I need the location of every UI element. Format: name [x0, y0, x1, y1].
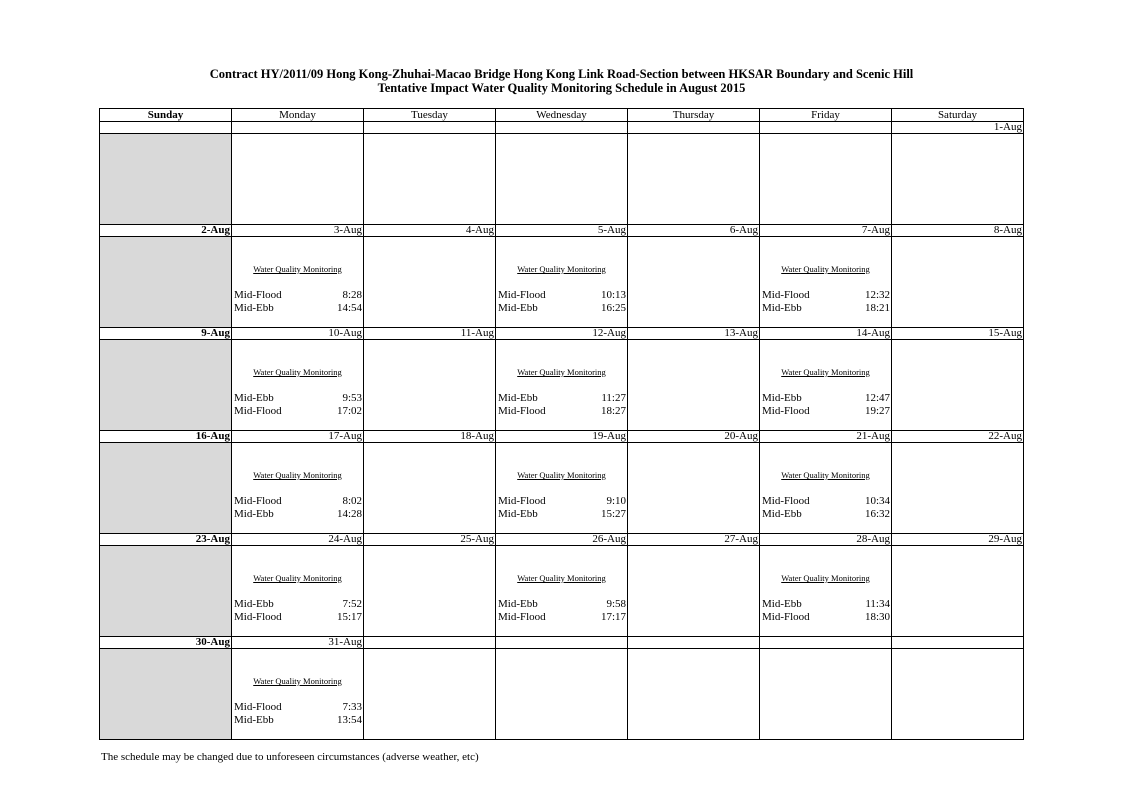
tide-time: 14:28 — [336, 508, 362, 520]
day-cells-row — [100, 443, 1024, 534]
tide-entry — [498, 508, 626, 521]
monitoring-label: Water Quality Monitoring — [517, 264, 606, 274]
tide-time: 16:32 — [864, 508, 890, 520]
tide-entry — [498, 405, 626, 418]
day-cell — [364, 340, 496, 431]
date-label — [496, 637, 628, 649]
tide-entry — [498, 611, 626, 624]
day-cell — [892, 340, 1024, 431]
tide-time: 16:25 — [600, 302, 626, 314]
tide-time: 17:02 — [336, 405, 362, 417]
date-label: 10-Aug — [232, 328, 364, 340]
tide-time: 9:58 — [606, 598, 626, 610]
date-label: 23-Aug — [100, 534, 232, 546]
day-cell — [892, 134, 1024, 225]
tide-entry — [762, 598, 890, 611]
tide-time: 12:32 — [864, 289, 890, 301]
tide-entry — [762, 495, 890, 508]
tide-label: Mid-Ebb — [498, 302, 538, 314]
date-label — [628, 637, 760, 649]
day-cell — [232, 237, 364, 328]
day-cell — [496, 546, 628, 637]
weekday-header-saturday: Saturday — [892, 109, 1024, 122]
date-label — [100, 122, 232, 134]
weekday-header-friday: Friday — [760, 109, 892, 122]
tide-entry — [234, 611, 362, 624]
date-label: 13-Aug — [628, 328, 760, 340]
tide-time: 19:27 — [864, 405, 890, 417]
tide-label: Mid-Flood — [498, 289, 546, 301]
day-cell — [760, 237, 892, 328]
date-label: 22-Aug — [892, 431, 1024, 443]
weekday-header-thursday: Thursday — [628, 109, 760, 122]
day-cells-row — [100, 340, 1024, 431]
tide-label: Mid-Flood — [762, 495, 810, 507]
weekday-header-wednesday: Wednesday — [496, 109, 628, 122]
day-cell — [892, 237, 1024, 328]
monitoring-label: Water Quality Monitoring — [781, 470, 870, 480]
day-cell — [232, 546, 364, 637]
tide-time: 9:53 — [342, 392, 362, 404]
date-row — [100, 122, 1024, 134]
tide-entry — [498, 302, 626, 315]
tide-time: 9:10 — [606, 495, 626, 507]
date-label: 21-Aug — [760, 431, 892, 443]
date-label: 11-Aug — [364, 328, 496, 340]
date-label: 29-Aug — [892, 534, 1024, 546]
day-cell — [760, 134, 892, 225]
day-cell — [628, 237, 760, 328]
day-cell — [232, 649, 364, 740]
tide-label: Mid-Ebb — [234, 302, 274, 314]
tide-time: 13:54 — [336, 714, 362, 726]
tide-label: Mid-Flood — [498, 405, 546, 417]
tide-time: 10:13 — [600, 289, 626, 301]
tide-label: Mid-Ebb — [498, 508, 538, 520]
tide-label: Mid-Ebb — [234, 392, 274, 404]
sunday-cell — [100, 546, 232, 637]
day-cell — [892, 443, 1024, 534]
tide-entry — [498, 495, 626, 508]
date-label: 6-Aug — [628, 225, 760, 237]
date-label: 5-Aug — [496, 225, 628, 237]
monitoring-label: Water Quality Monitoring — [781, 367, 870, 377]
tide-time: 7:33 — [342, 701, 362, 713]
tide-entry — [234, 289, 362, 302]
tide-entry — [762, 289, 890, 302]
date-label: 2-Aug — [100, 225, 232, 237]
monitoring-label: Water Quality Monitoring — [517, 573, 606, 583]
tide-time: 8:02 — [342, 495, 362, 507]
monitoring-label: Water Quality Monitoring — [253, 367, 342, 377]
date-label — [232, 122, 364, 134]
date-label: 4-Aug — [364, 225, 496, 237]
tide-entry — [234, 392, 362, 405]
monitoring-label: Water Quality Monitoring — [517, 470, 606, 480]
date-label: 14-Aug — [760, 328, 892, 340]
day-cell — [760, 443, 892, 534]
document-title: Contract HY/2011/09 Hong Kong-Zhuhai-Macao Bridge Hong Kong Link Road-Section between HKSAR Boundary and Scenic Hill — [209, 67, 914, 81]
tide-entry — [234, 405, 362, 418]
date-label: 8-Aug — [892, 225, 1024, 237]
tide-label: Mid-Flood — [234, 701, 282, 713]
monitoring-label: Water Quality Monitoring — [781, 264, 870, 274]
tide-label: Mid-Ebb — [234, 508, 274, 520]
monitoring-label: Water Quality Monitoring — [517, 367, 606, 377]
monitoring-label: Water Quality Monitoring — [253, 470, 342, 480]
tide-time: 14:54 — [336, 302, 362, 314]
tide-time: 17:17 — [600, 611, 626, 623]
date-row — [100, 328, 1024, 340]
tide-label: Mid-Ebb — [498, 598, 538, 610]
day-cells-row — [100, 134, 1024, 225]
day-cells-row — [100, 237, 1024, 328]
date-label: 26-Aug — [496, 534, 628, 546]
tide-entry — [234, 701, 362, 714]
date-label: 7-Aug — [760, 225, 892, 237]
date-label — [364, 637, 496, 649]
day-cell — [892, 649, 1024, 740]
date-label: 18-Aug — [364, 431, 496, 443]
tide-time: 15:17 — [336, 611, 362, 623]
tide-entry — [762, 611, 890, 624]
day-cell — [364, 649, 496, 740]
day-cell — [628, 546, 760, 637]
tide-entry — [762, 508, 890, 521]
date-label — [496, 122, 628, 134]
tide-entry — [498, 392, 626, 405]
sunday-cell — [100, 237, 232, 328]
monitoring-label: Water Quality Monitoring — [253, 264, 342, 274]
monitoring-label: Water Quality Monitoring — [253, 676, 342, 686]
tide-label: Mid-Flood — [234, 289, 282, 301]
tide-label: Mid-Flood — [762, 611, 810, 623]
day-cell — [496, 237, 628, 328]
day-cell — [232, 340, 364, 431]
day-cells-row — [100, 649, 1024, 740]
tide-label: Mid-Ebb — [234, 598, 274, 610]
day-cell — [760, 649, 892, 740]
sunday-cell — [100, 340, 232, 431]
weekday-header-row — [100, 109, 1024, 122]
date-label: 31-Aug — [232, 637, 364, 649]
day-cell — [364, 443, 496, 534]
calendar-table — [99, 108, 1024, 740]
tide-time: 18:27 — [600, 405, 626, 417]
date-label — [628, 122, 760, 134]
tide-entry — [234, 714, 362, 727]
tide-label: Mid-Flood — [498, 495, 546, 507]
tide-entry — [234, 302, 362, 315]
date-label: 17-Aug — [232, 431, 364, 443]
day-cell — [496, 134, 628, 225]
tide-time: 18:21 — [864, 302, 890, 314]
date-label: 1-Aug — [892, 122, 1024, 134]
day-cell — [628, 134, 760, 225]
monitoring-label: Water Quality Monitoring — [253, 573, 342, 583]
date-label: 20-Aug — [628, 431, 760, 443]
date-row — [100, 225, 1024, 237]
weekday-header-monday: Monday — [232, 109, 364, 122]
sunday-cell — [100, 649, 232, 740]
day-cell — [496, 443, 628, 534]
tide-time: 11:34 — [865, 598, 890, 610]
tide-label: Mid-Ebb — [498, 392, 538, 404]
date-label: 15-Aug — [892, 328, 1024, 340]
tide-label: Mid-Ebb — [762, 508, 802, 520]
tide-label: Mid-Flood — [762, 405, 810, 417]
tide-entry — [498, 289, 626, 302]
day-cell — [496, 649, 628, 740]
day-cell — [892, 546, 1024, 637]
tide-entry — [234, 508, 362, 521]
day-cell — [628, 340, 760, 431]
date-label: 19-Aug — [496, 431, 628, 443]
day-cell — [232, 443, 364, 534]
day-cell — [232, 134, 364, 225]
sunday-cell — [100, 134, 232, 225]
date-label — [760, 637, 892, 649]
tide-label: Mid-Flood — [234, 405, 282, 417]
tide-time: 11:27 — [601, 392, 626, 404]
tide-entry — [234, 495, 362, 508]
tide-label: Mid-Flood — [762, 289, 810, 301]
day-cell — [760, 546, 892, 637]
tide-time: 8:28 — [342, 289, 362, 301]
tide-entry — [498, 598, 626, 611]
date-label: 25-Aug — [364, 534, 496, 546]
date-label: 9-Aug — [100, 328, 232, 340]
date-label: 28-Aug — [760, 534, 892, 546]
tide-entry — [762, 405, 890, 418]
tide-time: 18:30 — [864, 611, 890, 623]
day-cell — [760, 340, 892, 431]
day-cell — [496, 340, 628, 431]
tide-time: 12:47 — [864, 392, 890, 404]
date-label: 27-Aug — [628, 534, 760, 546]
date-label: 3-Aug — [232, 225, 364, 237]
monitoring-label: Water Quality Monitoring — [781, 573, 870, 583]
date-label — [760, 122, 892, 134]
date-label — [364, 122, 496, 134]
date-row — [100, 637, 1024, 649]
date-label — [892, 637, 1024, 649]
tide-label: Mid-Ebb — [762, 302, 802, 314]
day-cell — [364, 134, 496, 225]
tide-time: 7:52 — [342, 598, 362, 610]
date-label: 12-Aug — [496, 328, 628, 340]
day-cell — [364, 546, 496, 637]
tide-entry — [234, 598, 362, 611]
tide-time: 10:34 — [864, 495, 890, 507]
weekday-header-tuesday: Tuesday — [364, 109, 496, 122]
day-cell — [628, 443, 760, 534]
day-cell — [628, 649, 760, 740]
tide-label: Mid-Flood — [498, 611, 546, 623]
tide-label: Mid-Flood — [234, 495, 282, 507]
day-cells-row — [100, 546, 1024, 637]
tide-entry — [762, 392, 890, 405]
tide-label: Mid-Ebb — [234, 714, 274, 726]
footnote: The schedule may be changed due to unforeseen circumstances (adverse weather, etc) — [101, 751, 479, 763]
tide-label: Mid-Ebb — [762, 392, 802, 404]
day-cell — [364, 237, 496, 328]
sunday-cell — [100, 443, 232, 534]
tide-entry — [762, 302, 890, 315]
date-row — [100, 431, 1024, 443]
date-label: 30-Aug — [100, 637, 232, 649]
date-label: 24-Aug — [232, 534, 364, 546]
date-row — [100, 534, 1024, 546]
weekday-header-sunday: Sunday — [100, 109, 232, 122]
tide-label: Mid-Flood — [234, 611, 282, 623]
tide-label: Mid-Ebb — [762, 598, 802, 610]
document-subtitle: Tentative Impact Water Quality Monitoring Schedule in August 2015 — [377, 81, 746, 95]
tide-time: 15:27 — [600, 508, 626, 520]
date-label: 16-Aug — [100, 431, 232, 443]
